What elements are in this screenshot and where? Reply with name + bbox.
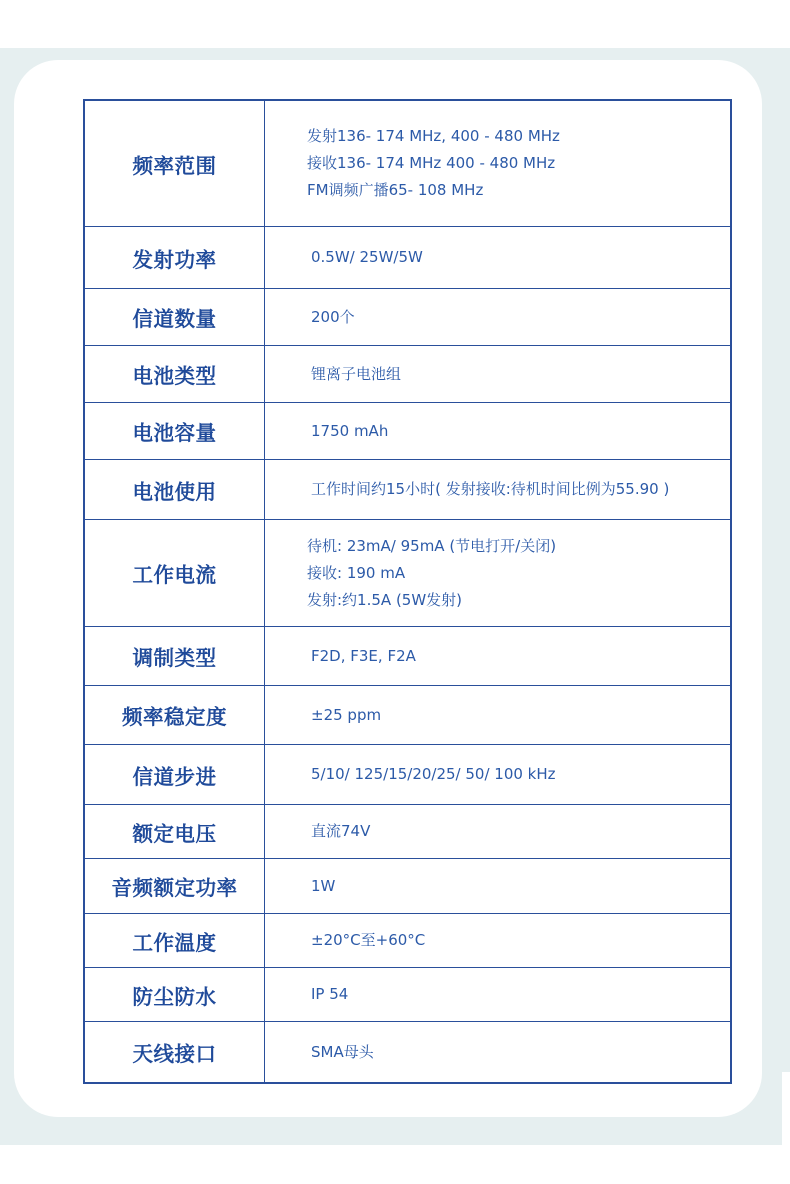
spec-label: 信道步进 [85,745,265,804]
spec-value [265,745,730,804]
spec-value-line: 待机: 23mA/ 95mA (节电打开/关闭) [307,536,557,555]
spec-row-channel-step [85,744,730,804]
spec-row-dust-water-protection [85,967,730,1021]
spec-label: 电池使用 [85,460,265,519]
spec-label: 音频额定功率 [85,859,265,913]
spec-label: 防尘防水 [85,968,265,1021]
spec-value [265,968,730,1021]
spec-label: 发射功率 [85,227,265,288]
spec-row-frequency-range [85,101,730,226]
spec-value-line: 5/10/ 125/15/20/25/ 50/ 100 kHz [311,765,556,783]
spec-table [83,99,732,1084]
spec-value-line: 1W [311,876,336,895]
spec-row-channel-count [85,288,730,345]
spec-row-rated-voltage [85,804,730,858]
corner-strip [782,1072,790,1184]
spec-value-line: 发射136- 174 MHz, 400 - 480 MHz [307,127,560,145]
spec-row-modulation-type [85,626,730,685]
spec-value-line: IP 54 [311,985,349,1003]
spec-value [265,346,730,402]
spec-value [265,403,730,459]
spec-label: 调制类型 [85,627,265,685]
spec-value [265,460,730,519]
spec-row-operating-current [85,519,730,626]
spec-row-frequency-stability [85,685,730,744]
spec-value-line: 1750 mAh [311,421,389,440]
spec-label: 额定电压 [85,805,265,858]
spec-label: 天线接口 [85,1022,265,1082]
spec-value [265,686,730,744]
spec-row-audio-power [85,858,730,913]
spec-row-transmit-power [85,226,730,288]
spec-label: 电池容量 [85,403,265,459]
spec-value [265,227,730,288]
spec-label: 频率稳定度 [85,686,265,744]
spec-label: 电池类型 [85,346,265,402]
spec-row-battery-capacity [85,402,730,459]
spec-value-line: 发射:约1.5A (5W发射) [307,590,463,609]
spec-value [265,914,730,967]
spec-row-battery-usage [85,459,730,519]
spec-value-line: 直流74V [311,822,371,840]
spec-label: 频率范围 [85,101,265,226]
spec-label: 工作电流 [85,520,265,626]
spec-label: 工作温度 [85,914,265,967]
spec-value-line: 0.5W/ 25W/5W [311,248,423,266]
spec-value [265,101,730,226]
spec-label: 信道数量 [85,289,265,345]
spec-value-line: 工作时间约15小时( 发射接收:待机时间比例为55.90 ) [311,480,670,498]
spec-value [265,1022,730,1082]
spec-value-line: FM调频广播65- 108 MHz [307,181,484,199]
spec-row-operating-temperature [85,913,730,967]
spec-value-line: ±20°C至+60°C [311,931,426,949]
spec-value-line: 锂离子电池组 [311,364,402,383]
spec-value [265,859,730,913]
spec-row-antenna-connector [85,1021,730,1082]
spec-value-line: 接收136- 174 MHz 400 - 480 MHz [307,154,556,172]
spec-value [265,289,730,345]
spec-value-line: ±25 ppm [311,705,382,724]
spec-value-line: SMA母头 [311,1042,374,1061]
spec-row-battery-type [85,345,730,402]
spec-value-line: F2D, F3E, F2A [311,646,416,665]
spec-value-line: 接收: 190 mA [307,563,406,582]
spec-value [265,627,730,685]
spec-value [265,520,730,626]
spec-value-line: 200个 [311,307,355,326]
spec-value [265,805,730,858]
